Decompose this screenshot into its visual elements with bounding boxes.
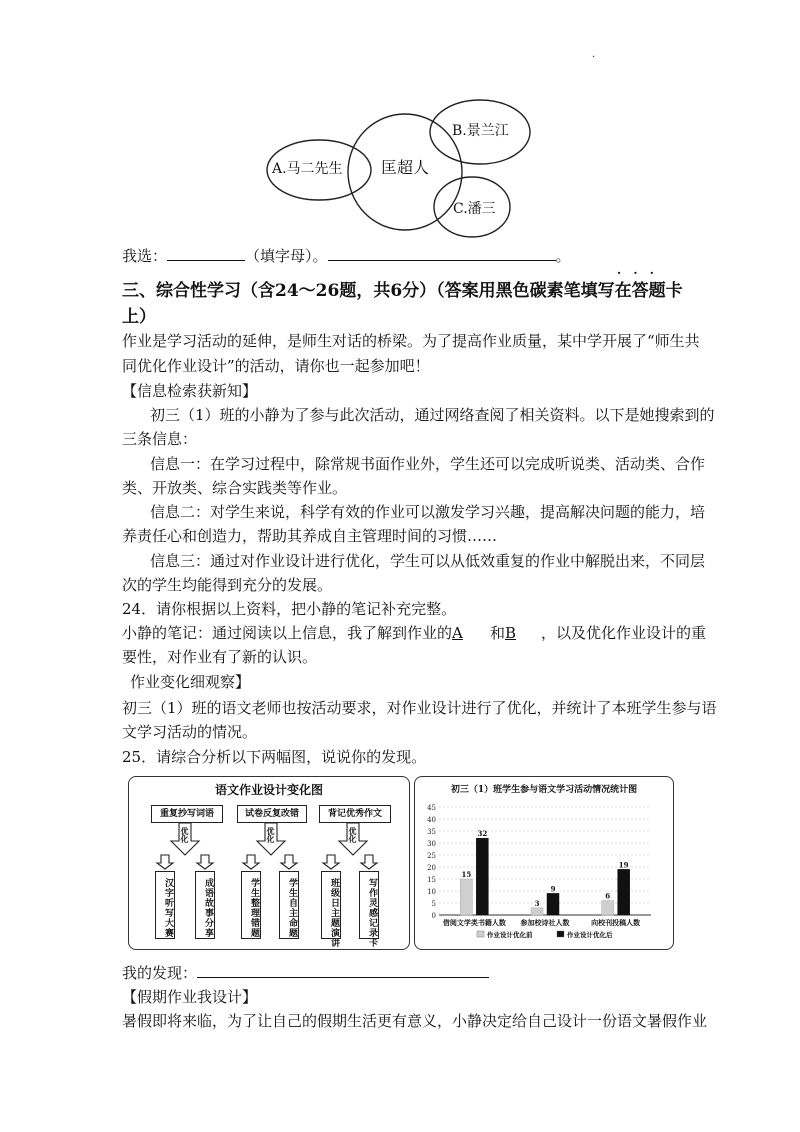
bar [602,901,614,915]
bar-value-label: 32 [477,829,488,839]
choice-reason-blank[interactable] [328,244,556,261]
optimize-label-2: 优化 [266,827,276,843]
flow-bottom-1b: 成语故事分享 [195,871,215,939]
flow-top-1: 重复抄写词语 [151,805,223,823]
info3-line2: 次的学生均能得到充分的发展。 [122,576,333,594]
y-tick-label: 0 [431,912,436,920]
bar [618,869,630,915]
info1-line2: 类、开放类、综合实践类等作业。 [122,479,348,497]
blank-b[interactable] [505,622,541,644]
y-tick-label: 5 [431,900,436,908]
split-arrow-1a [157,855,173,869]
note-suffix: ，以及优化作业设计的重 [541,624,707,642]
holiday-heading: 【假期作业我设计】 [122,988,258,1006]
observe-line1: 初三（1）班的语文老师也按活动要求，对作业设计进行了优化，并统计了本班学生参与语 [122,699,717,717]
bar [547,893,559,915]
diagram-label-a: A.马二先生 [272,161,343,177]
legend-swatch [477,931,484,937]
q25-stem: 25．请综合分析以下两幅图，说说你的发现。 [122,748,427,766]
y-tick-label: 20 [427,864,436,872]
flow-top-3: 背记优秀作文 [319,805,391,823]
flow-bottom-3b: 写作灵感记录卡 [359,871,379,939]
split-arrow-1b [197,855,213,869]
legend-swatch [557,931,564,937]
flow-bottom-3a: 班级日主题演讲 [321,871,341,939]
bar-value-label: 3 [534,898,540,908]
bar [460,879,472,915]
finding-line [122,961,489,984]
choice-letter-blank[interactable] [167,244,245,261]
choice-hint: （填字母）。 [245,247,328,265]
intro-line-1: 作业是学习活动的延伸，是师生对话的桥梁。为了提高作业质量，某中学开展了“师生共 [122,332,700,350]
q24-note-line2: 要性，对作业有了新的认识。 [122,648,318,666]
split-arrow-2b [281,855,297,869]
category-label: 参加校诗社人数 [520,918,570,927]
flow-bottom-2b: 学生自主命题 [279,871,299,939]
category-label: 向校刊投稿人数 [591,918,641,927]
y-tick-label: 35 [427,828,436,836]
choice-line [122,244,571,267]
info3-line1: 信息三：通过对作业设计进行优化，学生可以从低效重复的作业中解脱出来，不同层 [150,552,706,570]
bar-value-label: 9 [550,884,556,894]
info-search-heading: 【信息检索获新知】 [122,382,258,400]
y-tick-label: 30 [427,840,436,848]
diagram-label-b: B.景兰江 [452,123,509,139]
page-dot: · [592,52,596,63]
y-tick-label: 15 [427,876,436,884]
choice-prefix: 我选： [122,247,168,265]
blank-b-label: B [505,624,517,642]
legend-label: 作业设计优化后 [567,931,613,939]
y-tick-label: 25 [427,852,436,860]
optimize-label-3: 优化 [348,827,358,843]
flow-bottom-1a: 汉字听写大赛 [155,871,175,939]
split-arrow-3b [361,855,377,869]
section-heading-cont: 上） [122,307,156,327]
flow-diagram [128,776,410,950]
q24-stem: 24．请你根据以上资料，把小静的笔记补充完整。 [122,600,457,618]
note-and: 和 [490,624,506,642]
split-arrow-2a [243,855,259,869]
bar-value-label: 6 [605,891,611,901]
finding-label: 我的发现： [122,964,198,982]
holiday-line1: 暑假即将来临，为了让自己的假期生活更有意义，小静决定给自己设计一份语文暑假作业 [122,1012,708,1030]
flow-top-2: 试卷反复改错 [237,805,307,823]
info2-line1: 信息二：对学生来说，科学有效的作业可以激发学习兴趣，提高解决问题的能力，培 [150,503,706,521]
bar-value-label: 19 [618,860,629,870]
diagram-label-c: C.潘三 [453,201,496,217]
blank-a-label: A [452,624,463,642]
diagram-label-center: 匡超人 [381,158,430,177]
y-tick-label: 45 [427,804,436,812]
flow-title: 语文作业设计变化图 [214,783,323,797]
bar-chart-panel [414,776,674,950]
bar [531,908,543,915]
legend-label: 作业设计优化前 [487,931,533,939]
optimize-label-1: 优化 [180,827,190,843]
info-p1-line2: 三条信息： [122,430,198,448]
section-heading: 三、综合性学习（含24～26题，共6分）（答案用黑色碳素笔填写在答题卡 [122,281,683,301]
bar-chart [415,777,673,949]
y-tick-label: 40 [427,816,436,824]
observe-heading: 作业变化细观察】 [130,673,251,691]
info-p1-line1: 初三（1）班的小静为了参与此次活动，通过网络查阅了相关资料。以下是她搜索到的 [150,406,715,424]
intro-line-2: 同优化作业设计”的活动，请你也一起参加吧！ [122,357,430,375]
flow-bottom-2a: 学生整理错题 [241,871,261,939]
note-prefix: 小静的笔记：通过阅读以上信息，我了解到作业的 [122,624,453,642]
bar [476,838,488,915]
emphasis-dots: · · · [617,266,658,280]
info1-line1: 信息一：在学习过程中，除常规书面作业外，学生还可以完成听说类、活动类、合作 [150,455,706,473]
chart-title: 初三（1）班学生参与语文学习活动情况统计图 [450,785,638,795]
info2-line2: 养责任心和创造力，帮助其养成自主管理时间的习惯…… [122,527,498,545]
choice-end: 。 [555,247,571,265]
category-label: 借阅文学类书籍人数 [442,918,506,927]
observe-line2: 文学习活动的情况。 [122,723,258,741]
q24-note [122,622,706,644]
blank-a[interactable] [452,622,490,644]
y-tick-label: 10 [427,888,436,896]
split-arrow-3a [323,855,339,869]
bar-value-label: 15 [461,870,472,879]
finding-blank[interactable] [197,961,489,978]
